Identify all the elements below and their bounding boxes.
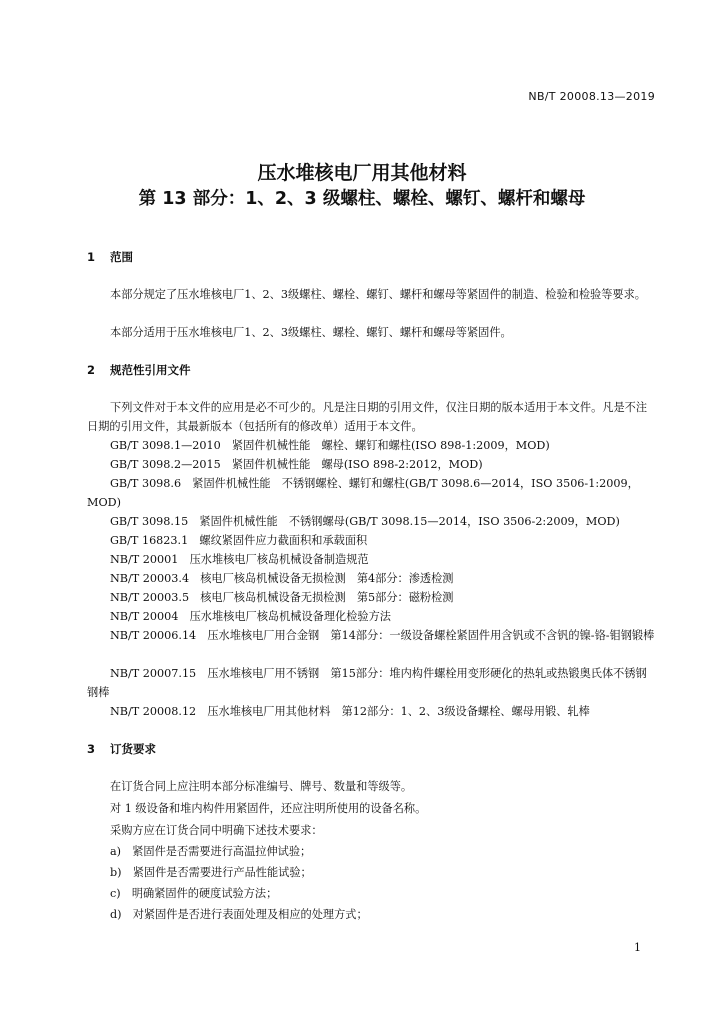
paragraph: 对 1 级设备和堆内构件用紧固件，还应注明所使用的设备名称。 [110, 802, 427, 815]
list-item: a) 紧固件是否需要进行高温拉伸试验； [110, 845, 312, 858]
reference-item: GB/T 3098.6 紧固件机械性能 不锈钢螺栓、螺钉和螺柱(GB/T 3098.6—2014，ISO 3506-1:2009，MOD) [87, 477, 639, 509]
section-heading-scope [87, 249, 133, 265]
paragraph: 本部分适用于压水堆核电厂1、2、3级螺柱、螺栓、螺钉、螺杆和螺母等紧固件。 [110, 326, 512, 339]
list-item: b) 紧固件是否需要进行产品性能试验； [110, 866, 312, 879]
reference-item: GB/T 3098.1—2010 紧固件机械性能 螺栓、螺钉和螺柱(ISO 898-1:2009，MOD) [110, 439, 550, 452]
reference-item: GB/T 3098.2—2015 紧固件机械性能 螺母(ISO 898-2:2012，MOD) [110, 458, 483, 471]
document-title: 压水堆核电厂用其他材料 [257, 162, 467, 184]
reference-item: NB/T 20003.4 核电厂核岛机械设备无损检测 第4部分：渗透检测 [110, 572, 454, 585]
list-item: d) 对紧固件是否进行表面处理及相应的处理方式； [110, 908, 368, 921]
reference-item: NB/T 20001 压水堆核电厂核岛机械设备制造规范 [110, 553, 369, 566]
paragraph: 在订货合同上应注明本部分标准编号、牌号、数量和等级等。 [110, 780, 413, 793]
section-number: 1 [87, 250, 96, 264]
section-heading-ordering-requirements [87, 741, 156, 757]
section-heading-normative-references [87, 362, 191, 378]
section-number: 3 [87, 742, 96, 756]
page-number: 1 [634, 941, 641, 954]
paragraph: 本部分规定了压水堆核电厂1、2、3级螺柱、螺栓、螺钉、螺杆和螺母等紧固件的制造、检验和检验等要求。 [110, 288, 646, 301]
reference-item: GB/T 3098.15 紧固件机械性能 不锈钢螺母(GB/T 3098.15—2014，ISO 3506-2:2009，MOD) [110, 515, 620, 528]
section-title: 范围 [110, 250, 134, 264]
reference-item: NB/T 20008.12 压水堆核电厂用其他材料 第12部分：1、2、3级设备螺栓、螺母用锻、轧棒 [110, 705, 590, 718]
document-header-id: NB/T 20008.13—2019 [528, 90, 655, 103]
paragraph: 下列文件对于本文件的应用是必不可少的。凡是注日期的引用文件，仅注日期的版本适用于本文件。凡是不注日期的引用文件，其最新版本（包括所有的修改单）适用于本文件。 [87, 401, 648, 433]
reference-item: NB/T 20006.14 压水堆核电厂用合金钢 第14部分：一级设备螺栓紧固件用含钒或不含钒的镍-铬-钼钢锻棒 [110, 629, 655, 642]
paragraph: 采购方应在订货合同中明确下述技术要求： [110, 824, 323, 837]
list-item: c) 明确紧固件的硬度试验方法； [110, 887, 278, 900]
section-title: 订货要求 [110, 742, 157, 756]
document-subtitle: 第 13 部分：1、2、3 级螺柱、螺栓、螺钉、螺杆和螺母 [138, 189, 586, 209]
reference-item: GB/T 16823.1 螺纹紧固件应力截面积和承载面积 [110, 534, 368, 547]
reference-item: NB/T 20003.5 核电厂核岛机械设备无损检测 第5部分：磁粉检测 [110, 591, 454, 604]
reference-item: NB/T 20007.15 压水堆核电厂用不锈钢 第15部分：堆内构件螺栓用变形硬化的热轧或热锻奥氏体不锈钢钢棒 [87, 667, 647, 699]
section-number: 2 [87, 363, 96, 377]
section-title: 规范性引用文件 [110, 363, 191, 377]
reference-item: NB/T 20004 压水堆核电厂核岛机械设备理化检验方法 [110, 610, 391, 623]
